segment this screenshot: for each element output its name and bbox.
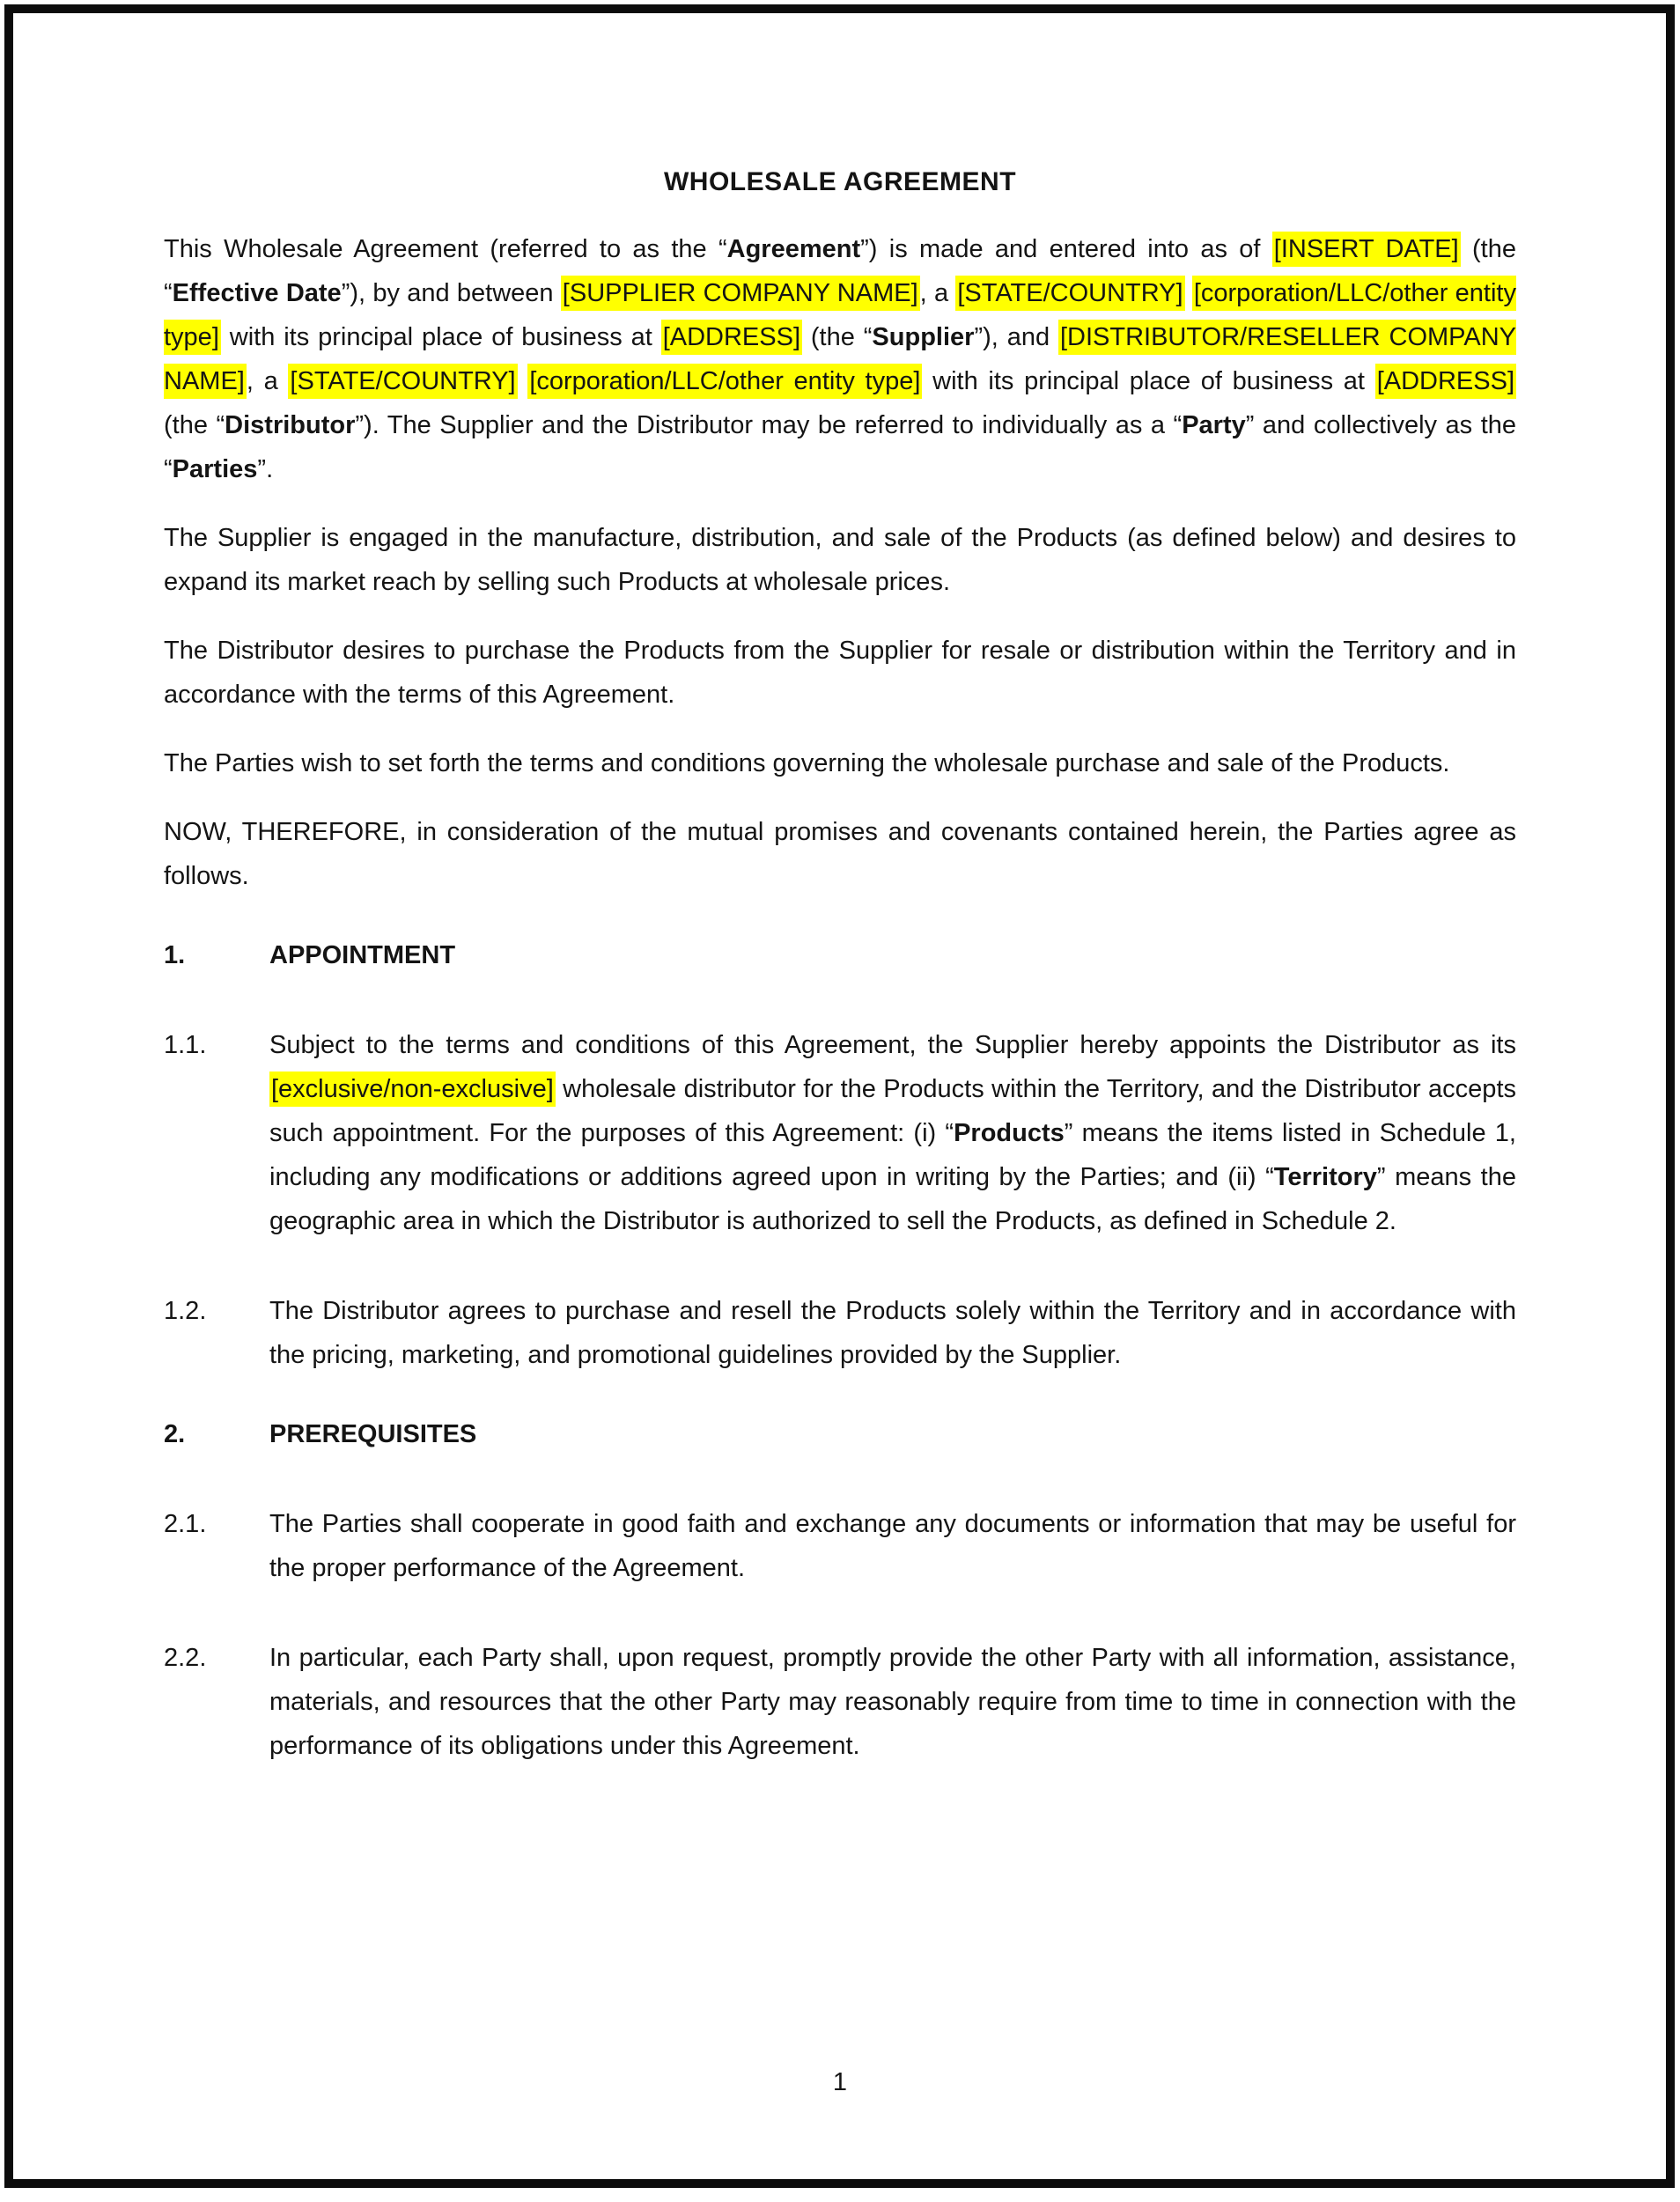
clause-text <box>269 1636 1516 1768</box>
text-run: Supplier <box>872 323 975 351</box>
text-run: ” means the items listed in Schedule 1, including any modifications or additions agreed upon in writing by the Parties; and (ii) “ <box>269 1119 1516 1191</box>
text-run: ” means the geographic area in which the Distributor is authorized to sell the Products, as defined in Schedule 2. <box>269 1163 1516 1235</box>
intro-paragraph-3 <box>164 629 1516 717</box>
clause-text <box>269 1502 1516 1590</box>
clause-1-1 <box>164 1023 1516 1243</box>
section-number: 2. <box>164 1420 186 1448</box>
highlighted-placeholder: [ADDRESS] <box>1375 364 1516 399</box>
intro-paragraph-1 <box>164 227 1516 491</box>
highlighted-placeholder: [DISTRIBUTOR/RESELLER COMPANY NAME] <box>164 320 1516 399</box>
highlighted-placeholder: [corporation/LLC/other entity type] <box>164 276 1516 355</box>
clause-text <box>269 1023 1516 1243</box>
intro-paragraph-5 <box>164 810 1516 898</box>
highlighted-placeholder: [ADDRESS] <box>661 320 802 355</box>
highlighted-placeholder: [SUPPLIER COMPANY NAME] <box>561 276 920 311</box>
section-heading-appointment <box>164 933 1516 977</box>
highlighted-placeholder: [STATE/COUNTRY] <box>288 364 517 399</box>
text-run: Subject to the terms and conditions of this Agreement, the Supplier hereby appoints the Distributor as its <box>269 1031 1516 1059</box>
section-title: PREREQUISITES <box>269 1420 477 1448</box>
highlighted-placeholder: [STATE/COUNTRY] <box>955 276 1184 311</box>
document-content <box>164 0 1516 1768</box>
text-run: wholesale distributor for the Products within the Territory, and the Distributor accepts such appointment. For the purposes of this Agreement: (i) “ <box>269 1075 1516 1147</box>
text-run: Effective Date <box>172 279 342 307</box>
text-run: (the “ <box>164 235 1516 307</box>
text-run: The Distributor agrees to purchase and resell the Products solely within the Territory and in accordance with the pricing, marketing, and promotional guidelines provided by the Supplier. <box>269 1297 1516 1369</box>
text-run: The Parties shall cooperate in good faith and exchange any documents or information that may be useful for the proper performance of the Agreement. <box>269 1510 1516 1582</box>
text-run: The Parties wish to set forth the terms and conditions governing the wholesale purchase and sale of the Products. <box>164 749 1450 777</box>
text-run: , a <box>246 367 289 395</box>
text-run: ”. <box>257 455 274 483</box>
clause-1-2 <box>164 1289 1516 1377</box>
highlighted-placeholder: [exclusive/non-exclusive] <box>269 1072 556 1107</box>
document-title: WHOLESALE AGREEMENT <box>663 167 1017 196</box>
text-run: (the “ <box>164 411 225 439</box>
text-run: Parties <box>172 455 258 483</box>
text-run: Territory <box>1273 1163 1377 1191</box>
text-run: In particular, each Party shall, upon request, promptly provide the other Party with all information, assistance, materials, and resources that the other Party may reasonably require from time to time in connection with the performance of its obligations under this Agreement. <box>269 1644 1516 1760</box>
text-run: ”) is made and entered into as of <box>860 235 1272 263</box>
text-run: NOW, THEREFORE, in consideration of the mutual promises and covenants contained herein, the Parties agree as follows. <box>164 818 1516 890</box>
intro-paragraph-2 <box>164 516 1516 604</box>
page-number: 1 <box>832 2068 848 2096</box>
text-run: ” and collectively as the “ <box>164 411 1517 483</box>
text-run: The Supplier is engaged in the manufacture, distribution, and sale of the Products (as defined below) and desires to expand its market reach by selling such Products at wholesale prices. <box>164 524 1516 596</box>
text-run: This Wholesale Agreement (referred to as the “ <box>164 235 727 263</box>
text-run: Distributor <box>225 411 356 439</box>
clause-number: 1.1. <box>164 1031 207 1059</box>
text-run: , a <box>919 279 956 307</box>
clause-text <box>269 1289 1516 1377</box>
clause-number: 2.2. <box>164 1644 207 1672</box>
text-run <box>518 367 528 395</box>
section-heading-prerequisites <box>164 1412 1516 1456</box>
text-run: Products <box>954 1119 1065 1147</box>
clause-number: 1.2. <box>164 1297 207 1325</box>
clause-2-2 <box>164 1636 1516 1768</box>
text-run: with its principal place of business at <box>220 323 661 351</box>
section-title: APPOINTMENT <box>269 941 456 969</box>
text-run: Party <box>1182 411 1246 439</box>
text-run: with its principal place of business at <box>922 367 1375 395</box>
clause-number: 2.1. <box>164 1510 207 1538</box>
intro-paragraph-4 <box>164 741 1516 785</box>
section-number: 1. <box>164 941 186 969</box>
highlighted-placeholder: [INSERT DATE] <box>1272 232 1461 267</box>
highlighted-placeholder: [corporation/LLC/other entity type] <box>527 364 922 399</box>
text-run: Agreement <box>726 235 861 263</box>
text-run: ”), and <box>974 323 1058 351</box>
text-run: ”). The Supplier and the Distributor may be referred to individually as a “ <box>355 411 1183 439</box>
text-run <box>1185 279 1192 307</box>
text-run: (the “ <box>802 323 873 351</box>
text-run: The Distributor desires to purchase the Products from the Supplier for resale or distribution within the Territory and in accordance with the terms of this Agreement. <box>164 637 1516 709</box>
text-run: ”), by and between <box>341 279 561 307</box>
clause-2-1 <box>164 1502 1516 1590</box>
